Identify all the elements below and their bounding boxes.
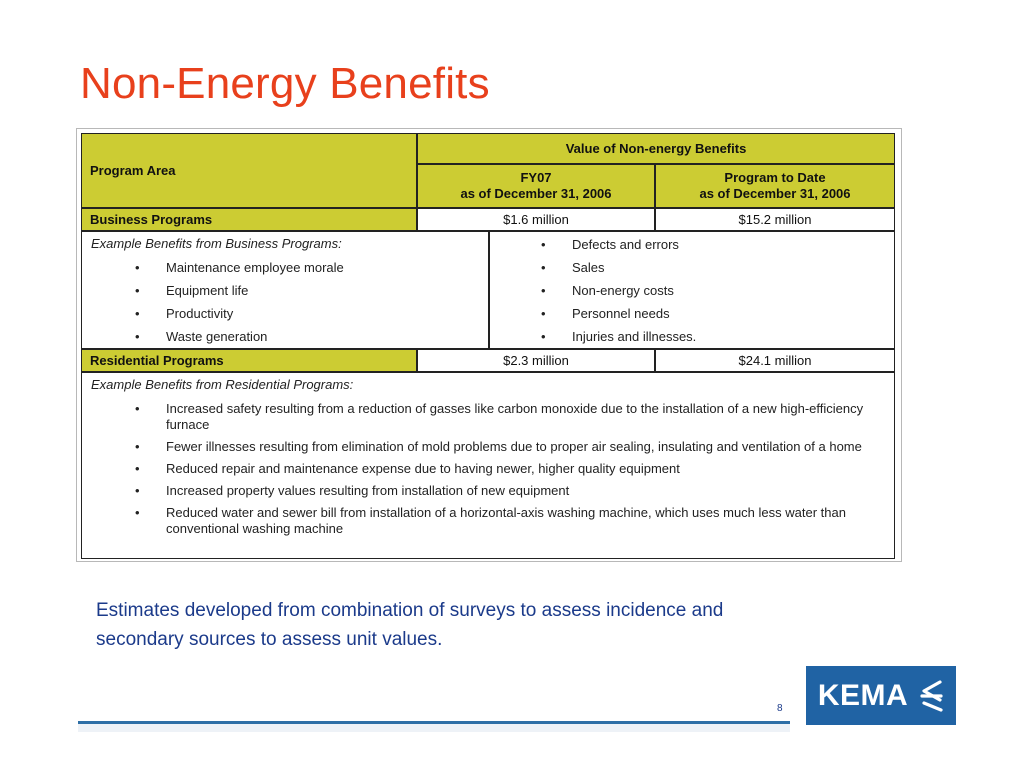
- ptd-header: [655, 164, 895, 208]
- list-item: • Personnel needs: [572, 306, 696, 329]
- list-item: • Waste generation: [166, 329, 344, 352]
- benefits-table: [81, 133, 897, 559]
- list-item: • Injuries and illnesses.: [572, 329, 696, 352]
- residential-programs-row: [81, 349, 897, 372]
- business-left-list: [166, 260, 344, 352]
- business-fy07-value: $1.6 million: [417, 208, 655, 231]
- residential-examples-heading: Example Benefits from Residential Programs:: [91, 377, 354, 392]
- list-item: • Maintenance employee morale: [166, 260, 344, 283]
- fy07-header: [417, 164, 655, 208]
- logo-text: KEMA: [817, 678, 909, 712]
- ptd-header-line1: Program to Date: [724, 170, 826, 185]
- fy07-header-line1: FY07: [520, 170, 552, 185]
- page-number: 8: [777, 703, 783, 714]
- list-item: • Equipment life: [166, 283, 344, 306]
- business-programs-label: Business Programs: [81, 208, 417, 231]
- kema-arrow-icon: [914, 679, 944, 713]
- business-examples-left: [81, 231, 489, 349]
- residential-examples-row: [81, 372, 897, 559]
- business-examples-right: [489, 231, 895, 349]
- residential-examples: [81, 372, 895, 559]
- residential-fy07-value: $2.3 million: [417, 349, 655, 372]
- residential-programs-label: Residential Programs: [81, 349, 417, 372]
- residential-list: [166, 401, 886, 543]
- business-right-list: [572, 237, 696, 352]
- value-header: Value of Non-energy Benefits: [417, 133, 895, 164]
- business-examples-row: [81, 231, 897, 349]
- list-item: • Increased safety resulting from a reduction of gasses like carbon monoxide due to the installation of a new high-efficiency furnace: [166, 401, 886, 433]
- kema-logo: [806, 666, 956, 725]
- list-item: • Non-energy costs: [572, 283, 696, 306]
- business-ptd-value: $15.2 million: [655, 208, 895, 231]
- list-item: • Fewer illnesses resulting from elimination of mold problems due to proper air sealing, insulating and ventilation of a home: [166, 439, 886, 455]
- residential-ptd-value: $24.1 million: [655, 349, 895, 372]
- list-item: • Reduced water and sewer bill from installation of a horizontal-axis washing machine, which uses much less water than conventional washing machine: [166, 505, 886, 537]
- fy07-header-line2: as of December 31, 2006: [460, 186, 612, 201]
- table-header: [81, 133, 897, 208]
- business-examples-heading: Example Benefits from Business Programs:: [91, 236, 342, 251]
- list-item: • Reduced repair and maintenance expense due to having newer, higher quality equipment: [166, 461, 886, 477]
- footer-shade: [78, 724, 790, 732]
- slide-title: Non-Energy Benefits: [80, 59, 490, 108]
- business-programs-row: [81, 208, 897, 231]
- list-item: • Increased property values resulting from installation of new equipment: [166, 483, 886, 499]
- list-item: • Sales: [572, 260, 696, 283]
- program-area-header: Program Area: [81, 133, 417, 208]
- list-item: • Productivity: [166, 306, 344, 329]
- footnote: Estimates developed from combination of surveys to assess incidence and secondary sources to assess unit values.: [96, 600, 724, 650]
- benefits-table-image: [76, 128, 902, 562]
- list-item: • Defects and errors: [572, 237, 696, 260]
- ptd-header-line2: as of December 31, 2006: [699, 186, 851, 201]
